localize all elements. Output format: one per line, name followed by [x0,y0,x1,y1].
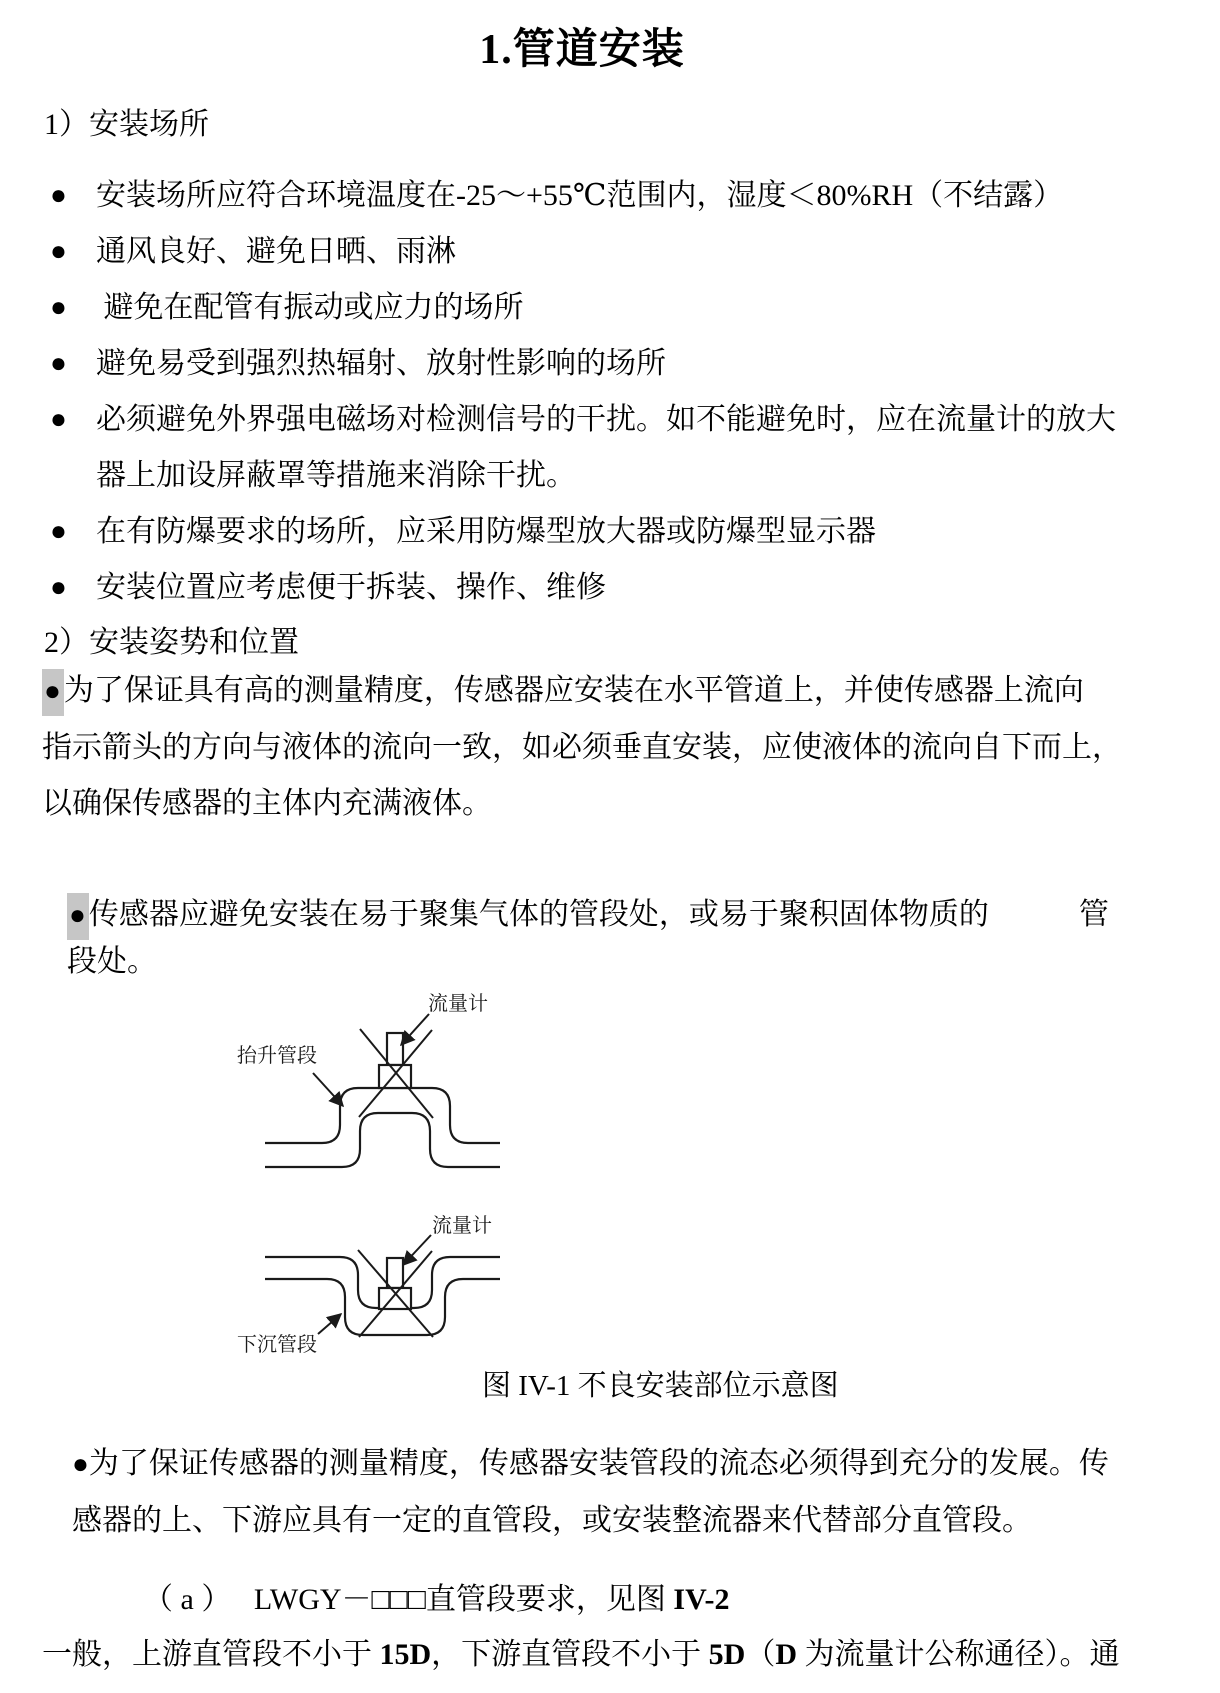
bullet-text: 安装场所应符合环境温度在-25～+55℃范围内，湿度＜80%RH（不结露） [96,179,1064,212]
bullet-item [0,504,1190,560]
item-a-text: （ a ） LWGY－□□□直管段要求，见图 [143,1583,674,1616]
figure-caption: 图 IV-1 不良安装部位示意图 [482,1370,839,1402]
bullet-item [0,280,1190,336]
bullet-marker: ● [50,404,67,435]
paragraph-flow-development [72,1436,1192,1549]
note-upstream-value: 15D [379,1638,432,1671]
paragraph-line: 以确保传感器的主体内充满液体。 [42,787,492,820]
flowmeter-label: 流量计 [432,1215,492,1237]
item-a-figure-ref: IV-2 [673,1583,730,1616]
note-text: ，下游直管段不小于 [431,1638,709,1671]
section-2-heading: 2）安装姿势和位置 [44,626,299,659]
bullet-marker: ● [50,572,67,603]
sunken-segment-label: 下沉管段 [237,1334,317,1356]
straight-run-note-line [42,1627,1202,1683]
bullet-item [0,560,1190,616]
note-downstream-value: 5D [708,1638,746,1671]
bullet-text [96,392,1190,504]
paragraph-line [72,1436,1192,1493]
bullet-text: 避免在配管有振动或应力的场所 [96,291,524,324]
pipe-diagram-sunken-segment [215,1190,515,1375]
bullet-item [0,224,1190,280]
section-1-heading: 1）安装场所 [44,108,209,141]
paragraph-text: 为了保证具有高的测量精度，传感器应安装在水平管道上，并使传感器上流向 [63,674,1084,707]
bullet-marker: ● [50,236,67,267]
bullet-text: 通风良好、避免日晒、雨淋 [96,235,456,268]
note-text: （ [745,1638,776,1671]
installation-site-bullet-list [0,168,1190,616]
note-diameter-symbol: D [775,1638,798,1671]
note-text: 为流量计公称通径）。通 [797,1638,1120,1671]
paragraph-line: 指示箭头的方向与液体的流向一致，如必须垂直安装，应使液体的流向自下而上， [42,731,1122,764]
bullet-marker: ● [72,1449,89,1480]
paragraph-text: 为了保证传感器的测量精度，传感器安装管段的流态必须得到充分的发展。传 [88,1447,1109,1480]
bullet-marker: ● [50,516,67,547]
segment-leader-arrow [318,1314,341,1334]
bullet-text: 在有防爆要求的场所，应采用防爆型放大器或防爆型显示器 [96,515,876,548]
bullet-marker: ● [50,180,67,211]
paragraph-mounting-posture [42,663,1182,832]
bullet-item [0,392,1190,504]
item-a-line [143,1572,1193,1628]
paragraph-line: 感器的上、下游应具有一定的直管段，或安装整流器来代替部分直管段。 [72,1504,1032,1537]
flowmeter-leader-arrow [401,1014,429,1045]
bullet-text-line: 器上加设屏蔽罩等措施来消除干扰。 [96,459,576,492]
flowmeter-leader-arrow [403,1235,431,1265]
paragraph-text: 传感器应避免安装在易于聚集气体的管段处，或易于聚积固体物质的 管 [88,898,1109,931]
bullet-marker: ● [50,292,67,323]
bullet-text: 安装位置应考虑便于拆装、操作、维修 [96,571,606,604]
bullet-text-line: 必须避免外界强电磁场对检测信号的干扰。如不能避免时，应在流量计的放大 [96,403,1116,436]
note-text: 一般，上游直管段不小于 [42,1638,380,1671]
highlighted-bullet-marker: ● [42,669,64,716]
segment-leader-arrow [313,1073,343,1106]
bullet-item [0,336,1190,392]
bullet-item [0,168,1190,224]
flowmeter-label: 流量计 [428,993,488,1015]
paragraph-line [42,663,1182,720]
bullet-text: 避免易受到强烈热辐射、放射性影响的场所 [96,347,666,380]
pipe-diagram-raised-segment [215,915,515,1185]
flow-meter-symbol [379,1258,411,1309]
highlighted-bullet-marker: ● [67,893,89,940]
paragraph-line: 段处。 [67,945,157,978]
raised-segment-label: 抬升管段 [237,1045,317,1067]
page-title: 1.管道安装 [479,27,685,73]
bullet-marker: ● [50,348,67,379]
pipe-outline [265,1088,500,1167]
